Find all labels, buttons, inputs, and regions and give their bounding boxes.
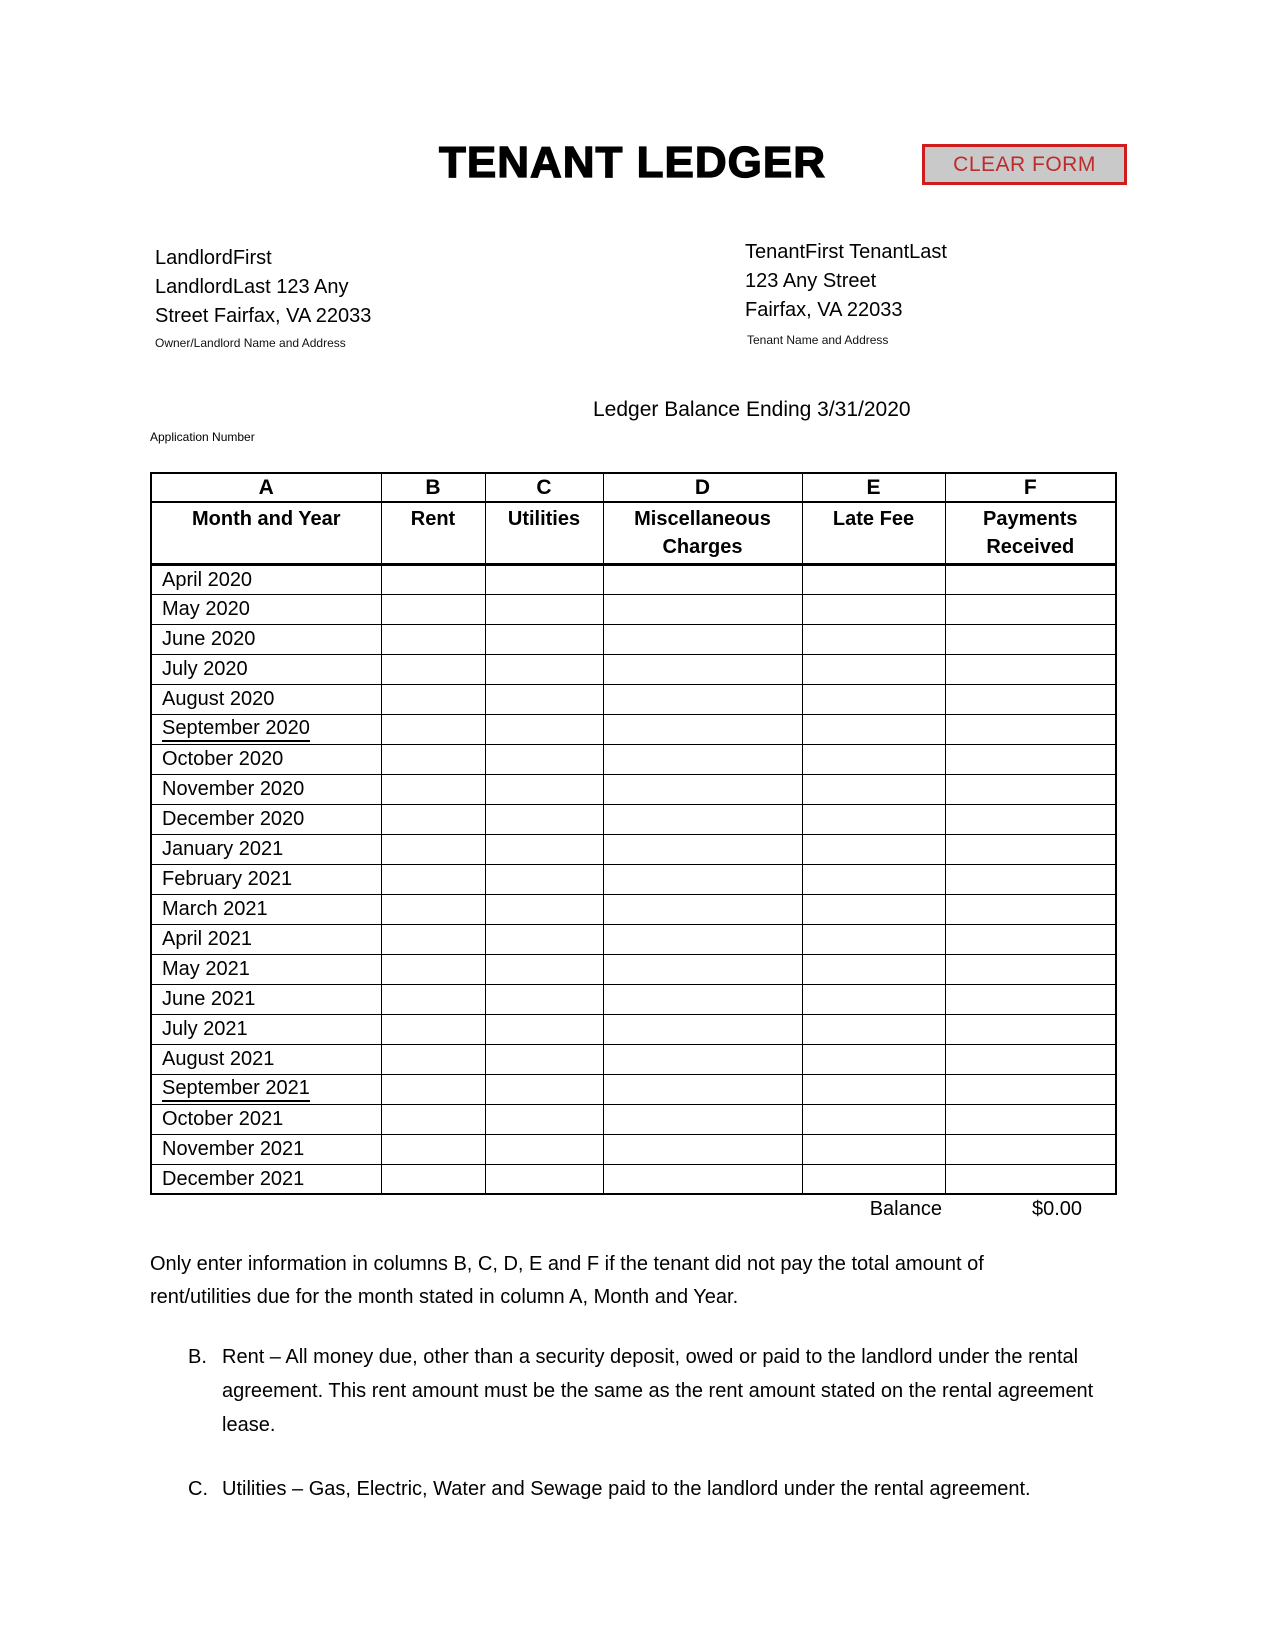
payments-received-cell[interactable] (945, 714, 1116, 744)
utilities-cell[interactable] (485, 564, 603, 594)
rent-cell[interactable] (381, 954, 485, 984)
month-label: November 2021 (162, 1138, 305, 1160)
table-row (151, 684, 1116, 714)
table-row (151, 564, 1116, 594)
month-label: November 2020 (162, 778, 305, 800)
column-letter-c: C (485, 473, 603, 502)
month-label: October 2021 (162, 1108, 284, 1130)
clear-form-button[interactable]: CLEAR FORM (922, 144, 1127, 185)
month-cell[interactable] (151, 984, 381, 1014)
address-section (150, 238, 1115, 356)
late-fee-cell[interactable] (802, 1134, 945, 1164)
table-row (151, 1044, 1116, 1074)
table-row (151, 1074, 1116, 1104)
rent-cell[interactable] (381, 744, 485, 774)
column-letter-b: B (381, 473, 485, 502)
landlord-address-line[interactable]: LandlordFirst (155, 247, 272, 269)
month-cell[interactable] (151, 714, 381, 744)
balance-spacer (150, 1198, 801, 1226)
document-header (150, 138, 1115, 196)
landlord-address-block (155, 244, 371, 350)
month-cell[interactable] (151, 954, 381, 984)
rent-cell[interactable] (381, 684, 485, 714)
rent-cell[interactable] (381, 1014, 485, 1044)
payments-received-cell[interactable] (945, 924, 1116, 954)
misc-charges-cell[interactable] (603, 804, 802, 834)
table-row (151, 954, 1116, 984)
table-row (151, 714, 1116, 744)
column-header-rent: Rent (381, 502, 485, 564)
month-cell[interactable] (151, 924, 381, 954)
month-cell[interactable] (151, 1044, 381, 1074)
column-header-payments: Payments Received (945, 502, 1116, 564)
tenant-address-line[interactable]: TenantFirst TenantLast (745, 241, 947, 263)
misc-charges-cell[interactable] (603, 774, 802, 804)
note-text-rent: Rent – All money due, other than a security deposit, owed or paid to the landlord under the rental agreement. This rent amount must be the same as the rent amount stated on the rental agreement lease. (222, 1346, 1094, 1436)
note-text-utilities: Utilities – Gas, Electric, Water and Sewage paid to the landlord under the rental agreement. (222, 1478, 1031, 1500)
month-label: January 2021 (162, 838, 284, 860)
rent-cell[interactable] (381, 654, 485, 684)
utilities-cell[interactable] (485, 954, 603, 984)
late-fee-cell[interactable] (802, 984, 945, 1014)
application-number-label: Application Number (150, 430, 255, 444)
utilities-cell[interactable] (485, 924, 603, 954)
note-item-rent (150, 1340, 1115, 1442)
table-row (151, 1134, 1116, 1164)
misc-charges-cell[interactable] (603, 624, 802, 654)
late-fee-cell[interactable] (802, 624, 945, 654)
month-cell[interactable] (151, 1134, 381, 1164)
utilities-cell[interactable] (485, 744, 603, 774)
misc-charges-cell[interactable] (603, 924, 802, 954)
table-row (151, 894, 1116, 924)
payments-received-cell[interactable] (945, 1104, 1116, 1134)
late-fee-cell[interactable] (802, 834, 945, 864)
tenant-ledger-table (150, 472, 1117, 1195)
table-row (151, 924, 1116, 954)
utilities-cell[interactable] (485, 714, 603, 744)
misc-charges-cell[interactable] (603, 894, 802, 924)
rent-cell[interactable] (381, 804, 485, 834)
utilities-cell[interactable] (485, 1074, 603, 1104)
utilities-cell[interactable] (485, 804, 603, 834)
notes-intro: Only enter information in columns B, C, D, E and F if the tenant did not pay the total amount of rent/utilities due for the month stated in column A, Month and Year. (150, 1253, 984, 1308)
table-row (151, 594, 1116, 624)
misc-charges-cell[interactable] (603, 684, 802, 714)
late-fee-cell[interactable] (802, 1044, 945, 1074)
column-letter-a: A (151, 473, 381, 502)
rent-cell[interactable] (381, 894, 485, 924)
tenant-caption: Tenant Name and Address (747, 333, 889, 347)
note-letter-c: C. (188, 1478, 208, 1500)
landlord-address-field[interactable] (155, 244, 371, 331)
month-label: April 2020 (162, 568, 253, 591)
misc-charges-cell[interactable] (603, 1104, 802, 1134)
late-fee-cell[interactable] (802, 894, 945, 924)
month-label: June 2020 (162, 628, 256, 650)
landlord-address-line[interactable]: LandlordLast 123 Any (155, 276, 349, 298)
table-row (151, 864, 1116, 894)
late-fee-cell[interactable] (802, 804, 945, 834)
month-label: October 2020 (162, 748, 284, 770)
rent-cell[interactable] (381, 564, 485, 594)
utilities-cell[interactable] (485, 774, 603, 804)
month-cell[interactable] (151, 654, 381, 684)
landlord-caption: Owner/Landlord Name and Address (155, 336, 346, 350)
utilities-cell[interactable] (485, 684, 603, 714)
month-label: July 2021 (162, 1018, 248, 1040)
late-fee-cell[interactable] (802, 1014, 945, 1044)
rent-cell[interactable] (381, 834, 485, 864)
utilities-cell[interactable] (485, 1164, 603, 1194)
utilities-cell[interactable] (485, 984, 603, 1014)
month-label: February 2021 (162, 868, 293, 890)
misc-charges-cell[interactable] (603, 1044, 802, 1074)
late-fee-cell[interactable] (802, 924, 945, 954)
payments-received-cell[interactable] (945, 744, 1116, 774)
ledger-balance-heading: Ledger Balance Ending 3/31/2020 (593, 398, 911, 421)
column-header-utilities: Utilities (485, 502, 603, 564)
month-cell[interactable] (151, 774, 381, 804)
month-label: August 2021 (162, 1048, 275, 1070)
balance-value: $0.00 (1031, 1198, 1083, 1220)
misc-charges-cell[interactable] (603, 864, 802, 894)
utilities-cell[interactable] (485, 834, 603, 864)
page-title: TENANT LEDGER (439, 138, 826, 187)
month-label: September 2020 (162, 716, 310, 742)
misc-charges-cell[interactable] (603, 654, 802, 684)
table-row (151, 774, 1116, 804)
utilities-cell[interactable] (485, 1014, 603, 1044)
table-row (151, 624, 1116, 654)
utilities-cell[interactable] (485, 894, 603, 924)
month-label: August 2020 (162, 688, 275, 710)
late-fee-cell[interactable] (802, 1104, 945, 1134)
month-cell[interactable] (151, 684, 381, 714)
month-cell[interactable] (151, 624, 381, 654)
rent-cell[interactable] (381, 864, 485, 894)
month-label: July 2020 (162, 658, 248, 680)
table-row (151, 654, 1116, 684)
late-fee-cell[interactable] (802, 774, 945, 804)
note-item-utilities (150, 1472, 1115, 1506)
late-fee-cell[interactable] (802, 864, 945, 894)
payments-received-cell[interactable] (945, 624, 1116, 654)
payments-received-cell[interactable] (945, 564, 1116, 594)
late-fee-cell[interactable] (802, 654, 945, 684)
month-label: May 2020 (162, 598, 250, 620)
utilities-cell[interactable] (485, 1044, 603, 1074)
misc-charges-cell[interactable] (603, 954, 802, 984)
balance-row (150, 1198, 1115, 1226)
month-cell[interactable] (151, 804, 381, 834)
table-row (151, 1104, 1116, 1134)
column-header-late-fee: Late Fee (802, 502, 945, 564)
month-cell[interactable] (151, 864, 381, 894)
month-cell[interactable] (151, 1014, 381, 1044)
column-letter-e: E (802, 473, 945, 502)
late-fee-cell[interactable] (802, 594, 945, 624)
misc-charges-cell[interactable] (603, 1164, 802, 1194)
month-cell[interactable] (151, 1164, 381, 1194)
late-fee-cell[interactable] (802, 1164, 945, 1194)
table-row (151, 1164, 1116, 1194)
tenant-address-line[interactable]: Fairfax, VA 22033 (745, 299, 903, 321)
month-cell[interactable] (151, 1104, 381, 1134)
misc-charges-cell[interactable] (603, 1074, 802, 1104)
month-label: December 2021 (162, 1167, 305, 1190)
payments-received-cell[interactable] (945, 684, 1116, 714)
table-row (151, 984, 1116, 1014)
payments-received-cell[interactable] (945, 654, 1116, 684)
table-row (151, 804, 1116, 834)
note-letter-b: B. (188, 1346, 207, 1368)
column-letter-row (151, 473, 1116, 502)
rent-cell[interactable] (381, 774, 485, 804)
table-row (151, 834, 1116, 864)
payments-received-cell[interactable] (945, 894, 1116, 924)
month-cell[interactable] (151, 594, 381, 624)
rent-cell[interactable] (381, 924, 485, 954)
utilities-cell[interactable] (485, 1104, 603, 1134)
column-header-misc-charges: Miscellaneous Charges (603, 502, 802, 564)
late-fee-cell[interactable] (802, 744, 945, 774)
rent-cell[interactable] (381, 1044, 485, 1074)
column-letter-f: F (945, 473, 1116, 502)
late-fee-cell[interactable] (802, 1074, 945, 1104)
tenant-address-line[interactable]: 123 Any Street (745, 270, 877, 292)
misc-charges-cell[interactable] (603, 744, 802, 774)
month-label: December 2020 (162, 808, 305, 830)
misc-charges-cell[interactable] (603, 834, 802, 864)
misc-charges-cell[interactable] (603, 1014, 802, 1044)
month-cell[interactable] (151, 834, 381, 864)
payments-received-cell[interactable] (945, 984, 1116, 1014)
table-row (151, 744, 1116, 774)
payments-received-cell[interactable] (945, 1164, 1116, 1194)
rent-cell[interactable] (381, 1164, 485, 1194)
payments-received-cell[interactable] (945, 834, 1116, 864)
landlord-address-line[interactable]: Street Fairfax, VA 22033 (155, 305, 372, 327)
rent-cell[interactable] (381, 1074, 485, 1104)
payments-received-cell[interactable] (945, 1044, 1116, 1074)
rent-cell[interactable] (381, 714, 485, 744)
rent-cell[interactable] (381, 1104, 485, 1134)
utilities-cell[interactable] (485, 624, 603, 654)
misc-charges-cell[interactable] (603, 1134, 802, 1164)
mid-section (150, 398, 1115, 464)
column-letter-d: D (603, 473, 802, 502)
misc-charges-cell[interactable] (603, 594, 802, 624)
late-fee-cell[interactable] (802, 714, 945, 744)
month-cell[interactable] (151, 1074, 381, 1104)
table-row (151, 1014, 1116, 1044)
rent-cell[interactable] (381, 1134, 485, 1164)
tenant-address-field[interactable] (745, 238, 947, 325)
month-label: September 2021 (162, 1076, 310, 1102)
ledger-table-body (151, 473, 1116, 1194)
misc-charges-cell[interactable] (603, 714, 802, 744)
utilities-cell[interactable] (485, 654, 603, 684)
payments-received-cell[interactable] (945, 954, 1116, 984)
payments-received-cell[interactable] (945, 1014, 1116, 1044)
month-label: March 2021 (162, 898, 268, 920)
month-label: June 2021 (162, 988, 256, 1010)
utilities-cell[interactable] (485, 864, 603, 894)
payments-received-cell[interactable] (945, 804, 1116, 834)
balance-label: Balance (869, 1198, 942, 1220)
column-header-row (151, 502, 1116, 564)
late-fee-cell[interactable] (802, 564, 945, 594)
payments-received-cell[interactable] (945, 864, 1116, 894)
tenant-address-block (745, 238, 947, 347)
utilities-cell[interactable] (485, 594, 603, 624)
month-cell[interactable] (151, 744, 381, 774)
late-fee-cell[interactable] (802, 954, 945, 984)
column-header-month: Month and Year (151, 502, 381, 564)
month-cell[interactable] (151, 894, 381, 924)
month-label: May 2021 (162, 958, 250, 980)
rent-cell[interactable] (381, 984, 485, 1014)
misc-charges-cell[interactable] (603, 984, 802, 1014)
utilities-cell[interactable] (485, 1134, 603, 1164)
rent-cell[interactable] (381, 594, 485, 624)
payments-received-cell[interactable] (945, 1134, 1116, 1164)
month-cell[interactable] (151, 564, 381, 594)
payments-received-cell[interactable] (945, 774, 1116, 804)
rent-cell[interactable] (381, 624, 485, 654)
late-fee-cell[interactable] (802, 684, 945, 714)
payments-received-cell[interactable] (945, 594, 1116, 624)
payments-received-cell[interactable] (945, 1074, 1116, 1104)
misc-charges-cell[interactable] (603, 564, 802, 594)
month-label: April 2021 (162, 928, 253, 950)
